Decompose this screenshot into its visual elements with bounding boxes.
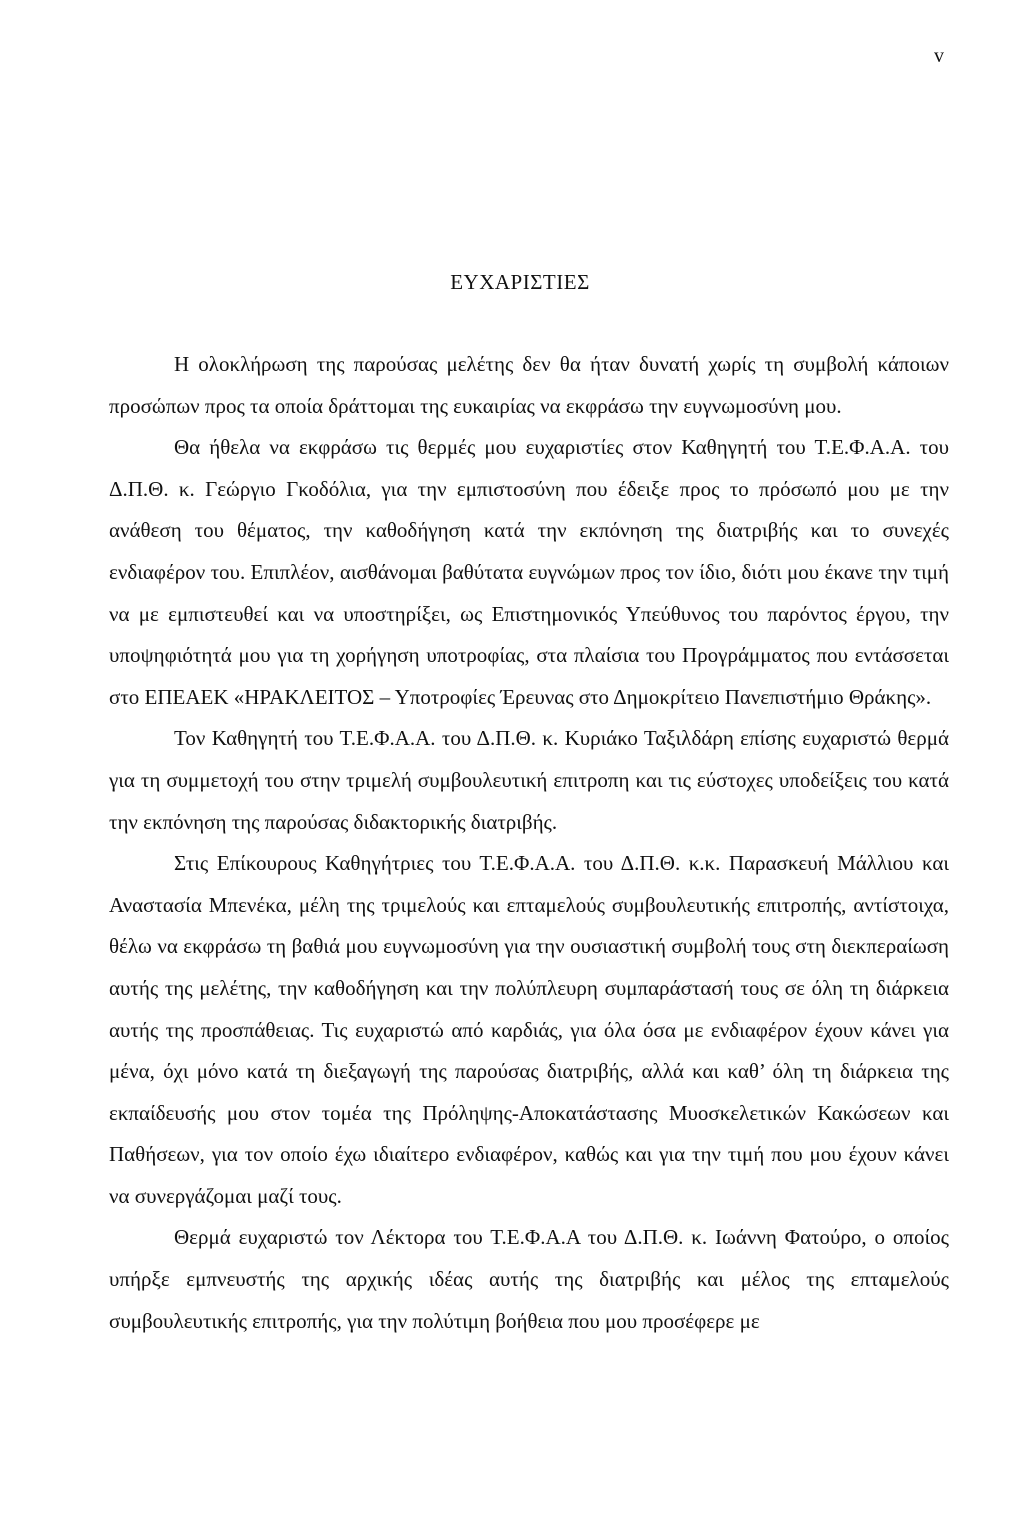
paragraph-malliou-beneka: Στις Επίκουρους Καθηγήτριες του Τ.Ε.Φ.Α.Α. του Δ.Π.Θ. κ.κ. Παρασκευή Μάλλιου και Αναστασία Μπενέκα, μέλη της τριμελούς και επταμελούς συμβουλευτικής επιτροπής, αντίστοιχα, θέλω να εκφράσω τη βαθιά μου ευγνωμοσύνη για την ουσιαστική συμβολή τους στη διεκπεραίωση αυτής της μελέτης, την καθοδήγηση και την πολύπλευρη συμπαράστασή τους σε όλη τη διάρκεια αυτής της προσπάθειας. Τις ευχαριστώ από καρδιάς, για όλα όσα με ενδιαφέρον έχουν κάνει για μένα, όχι μόνο κατά τη διεξαγωγή της παρούσας διατριβής, αλλά και καθ’ όλη τη διάρκεια της εκπαίδευσής μου στον τομέα της Πρόληψης-Αποκατάστασης Μυοσκελετικών Κακώσεων και Παθήσεων, για τον οποίο έχω ιδιαίτερο ενδιαφέρον, καθώς και για την τιμή που μου έχουν κάνει να συνεργάζομαι μαζί τους.: [109, 851, 949, 1208]
section-heading: ΕΥΧΑΡΙΣΤΙΕΣ: [450, 270, 590, 294]
body-text: [109, 344, 949, 1342]
page-number: v: [934, 45, 944, 67]
paragraph-intro: Η ολοκλήρωση της παρούσας μελέτης δεν θα ήταν δυνατή χωρίς τη συμβολή κάποιων προσώπων προς τα οποία δράττομαι της ευκαιρίας να εκφράσω την ευγνωμοσύνη μου.: [109, 352, 949, 418]
paragraph-godolias: Θα ήθελα να εκφράσω τις θερμές μου ευχαριστίες στον Καθηγητή του Τ.Ε.Φ.Α.Α. του Δ.Π.Θ. κ. Γεώργιο Γκοδόλια, για την εμπιστοσύνη που έδειξε προς το πρόσωπό μου με την ανάθεση του θέματος, την καθοδήγηση κατά την εκπόνηση της διατριβής και το συνεχές ενδιαφέρον του. Επιπλέον, αισθάνομαι βαθύτατα ευγνώμων προς τον ίδιο, διότι μου έκανε την τιμή να με εμπιστευθεί και να υποστηρίξει, ως Επιστημονικός Υπεύθυνος του παρόντος έργου, την υποψηφιότητά μου για τη χορήγηση υποτροφίας, στα πλαίσια του Προγράμματος που εντάσσεται στο ΕΠΕΑΕΚ «ΗΡΑΚΛΕΙΤΟΣ – Υποτροφίες Έρευνας στο Δημοκρίτειο Πανεπιστήμιο Θράκης».: [109, 435, 949, 709]
paragraph-fatouros: Θερμά ευχαριστώ τον Λέκτορα του Τ.Ε.Φ.Α.Α του Δ.Π.Θ. κ. Ιωάννη Φατούρο, ο οποίος υπήρξε εμπνευστής της αρχικής ιδέας αυτής της διατριβής και μέλος της επταμελούς συμβουλευτικής επιτροπής, για την πολύτιμη βοήθεια που μου προσέφερε με: [109, 1225, 949, 1333]
paragraph-taxildaris: Τον Καθηγητή του Τ.Ε.Φ.Α.Α. του Δ.Π.Θ. κ. Κυριάκο Ταξιλδάρη επίσης ευχαριστώ θερμά για τη συμμετοχή του στην τριμελή συμβουλευτική επιτροπη και τις εύστοχες υποδείξεις του κατά την εκπόνηση της παρούσας διδακτορικής διατριβής.: [109, 726, 949, 834]
